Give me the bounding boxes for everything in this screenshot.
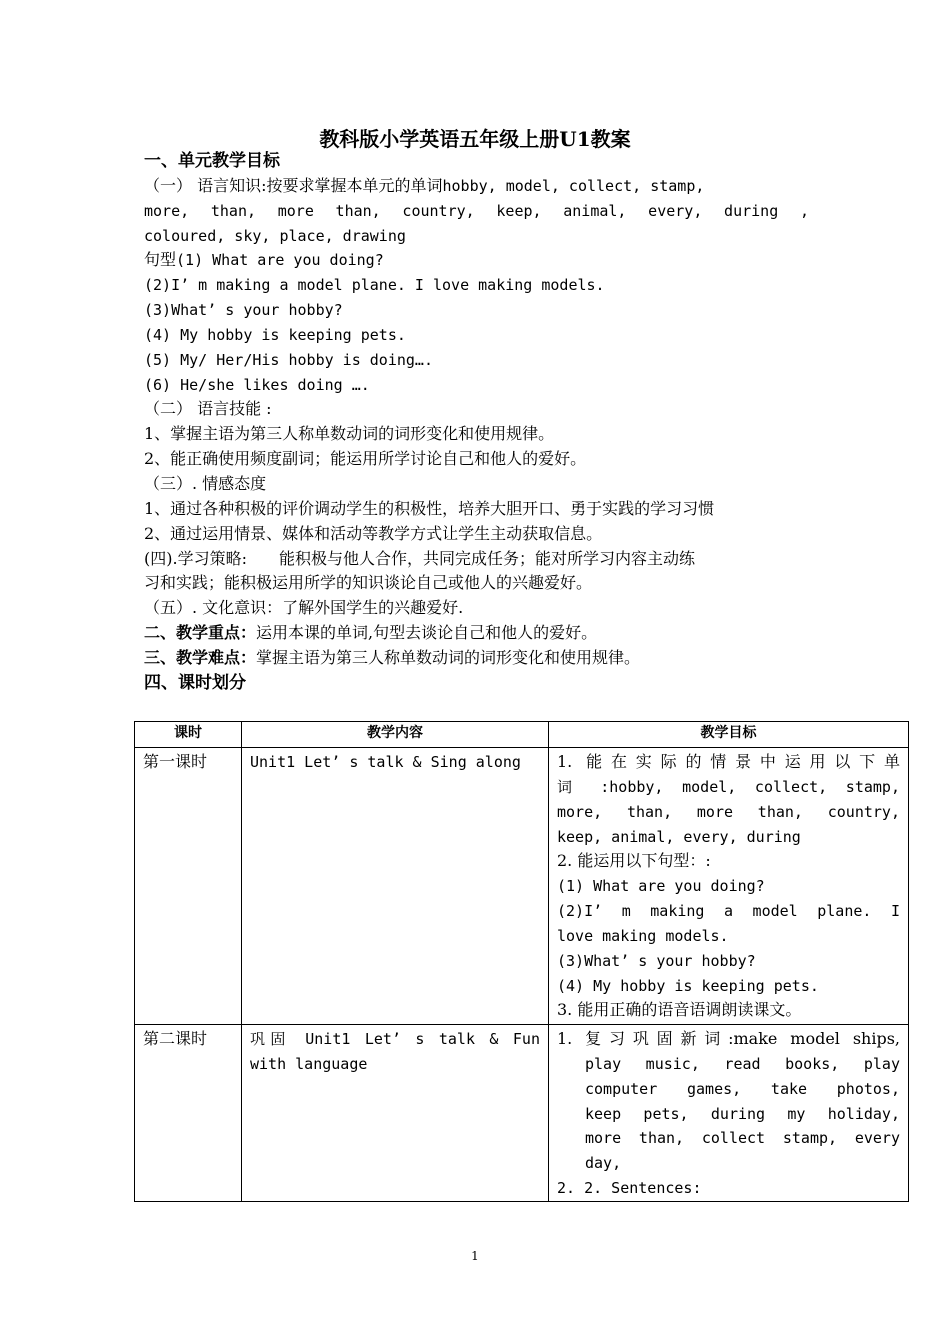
header-period: 课时 (135, 722, 242, 748)
document-title: 教科版小学英语五年级上册U1教案 (319, 127, 631, 151)
table-header-row (135, 722, 909, 748)
key-points-text: 运用本课的单词,句型去谈论自己和他人的爱好。 (256, 623, 598, 643)
pattern-3: (3)What’ s your hobby? (144, 301, 343, 320)
content-cell (242, 1025, 549, 1202)
table-row (135, 748, 909, 1025)
goal-line: keep pets, during my holiday, (585, 1104, 900, 1123)
period-label: 第二课时 (143, 1029, 208, 1048)
difficulty-text: 掌握主语为第三人称单数动词的词形变化和使用规律。 (256, 647, 641, 667)
content-text: 巩固 Unit1 Let’ s talk & Fun (250, 1030, 540, 1048)
goal-line: (2)I’ m making a model plane. I (557, 902, 900, 921)
knowledge-words-1: hobby, model, collect, stamp, (442, 176, 705, 195)
lesson-plan-table (134, 721, 909, 1202)
knowledge-words-3: coloured, sky, place, drawing (144, 226, 406, 245)
content-text: with language (250, 1054, 368, 1073)
goal-line: computer games, take photos, (585, 1079, 900, 1098)
strategy-2: 习和实践；能积极运用所学的知识谈论自己或他人的兴趣爱好。 (144, 573, 593, 593)
pattern-prefix: 句型 (144, 250, 177, 270)
content-text: Unit1 Let’ s talk & Sing along (250, 753, 521, 771)
goal-line: 2. 能运用以下句型：: (557, 851, 711, 871)
goal-line: day, (585, 1154, 622, 1173)
goal-cell (549, 748, 909, 1025)
goal-line: 1. 能在实际的情景中运用以下单 (557, 752, 900, 771)
section-1-heading: 一、单元教学目标 (144, 151, 280, 171)
goal-line: more than, collect stamp, every (585, 1129, 900, 1148)
skills-heading: （二） 语言技能 : (144, 399, 272, 419)
knowledge-prefix: （一） 语言知识:按要求掌握本单元的单词 (144, 175, 443, 195)
difficulty-line (144, 646, 809, 671)
goal-line: keep, animal, every, during (557, 827, 801, 846)
period-label: 第一课时 (143, 752, 208, 771)
header-goal: 教学目标 (549, 722, 909, 748)
attitude-1: 1、通过各种积极的评价调动学生的积极性，培养大胆开口、勇于实践的学习习惯 (144, 498, 715, 518)
pattern-2: (2)I’ m making a model plane. I love making models. (144, 276, 605, 295)
document-body (144, 149, 809, 696)
goal-line: more, than, more than, country, (557, 802, 900, 821)
goal-line: 词 :hobby, model, collect, stamp, (557, 777, 900, 796)
pattern-line-1 (144, 248, 809, 273)
attitude-heading: （三）. 情感态度 (144, 473, 267, 493)
key-points-label: 二、教学重点： (144, 623, 257, 643)
difficulty-label: 三、教学难点： (144, 647, 257, 667)
goal-line: (4) My hobby is keeping pets. (557, 976, 819, 995)
goal-line: love making models. (557, 926, 729, 945)
knowledge-words-2: more, than, more than, country, keep, animal, every, during , (144, 201, 809, 220)
pattern-5: (5) My/ Her/His hobby is doing…. (144, 350, 433, 369)
goal-line: (1) What are you doing? (557, 877, 765, 896)
goal-cell (549, 1025, 909, 1202)
pattern-6: (6) He/she likes doing …. (144, 375, 370, 394)
content-cell (242, 748, 549, 1025)
page-number: 1 (471, 1249, 479, 1263)
goal-line: play music, read books, play (585, 1054, 900, 1073)
header-content: 教学内容 (242, 722, 549, 748)
pattern-4: (4) My hobby is keeping pets. (144, 325, 406, 344)
key-points-line (144, 621, 809, 646)
skill-2: 2、能正确使用频度副词；能运用所学讨论自己和他人的爱好。 (144, 449, 587, 469)
period-cell (135, 748, 242, 1025)
goal-line: 1. 复习巩固新词:make model ships, (557, 1029, 900, 1048)
goal-line: 2. 2. Sentences: (557, 1179, 702, 1198)
goal-line: (3)What’ s your hobby? (557, 951, 756, 970)
table-row (135, 1025, 909, 1202)
period-cell (135, 1025, 242, 1202)
goal-line: 3. 能用正确的语音语调朗读课文。 (557, 1000, 802, 1020)
pattern-1: (1) What are you doing? (176, 251, 384, 270)
knowledge-line (144, 174, 809, 199)
skill-1: 1、掌握主语为第三人称单数动词的词形变化和使用规律。 (144, 424, 555, 444)
attitude-2: 2、通过运用情景、媒体和活动等教学方式让学生主动获取信息。 (144, 523, 603, 543)
section-4-heading: 四、课时划分 (144, 672, 246, 693)
culture-line: （五）. 文化意识：了解外国学生的兴趣爱好. (144, 598, 464, 618)
strategy-1: (四).学习策略: 能积极与他人合作，共同完成任务；能对所学习内容主动练 (144, 548, 695, 568)
